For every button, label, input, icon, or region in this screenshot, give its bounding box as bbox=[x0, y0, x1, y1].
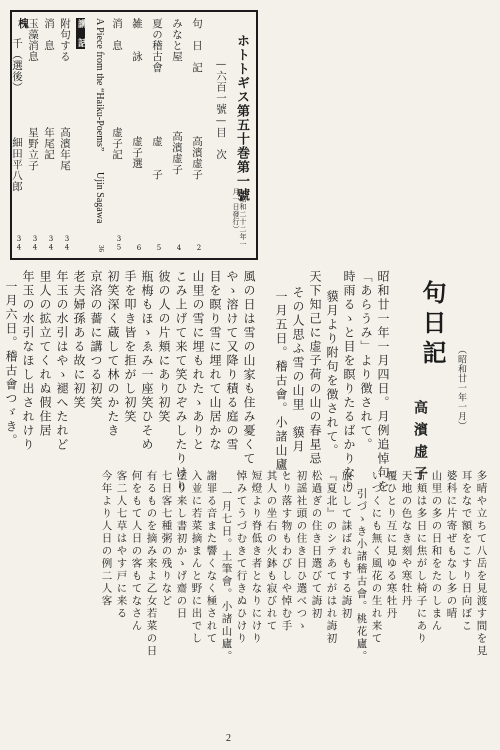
prose-line: 入並に若菜摘まんと野に出でし bbox=[190, 470, 203, 645]
prose-line: とり落す物もわびしや悼む手 bbox=[280, 470, 293, 633]
toc-entry[interactable]: 附句する 高濱年尾 34 bbox=[59, 18, 71, 252]
prose-line: 有るものを摘み来よ乙女若菜の日 bbox=[145, 470, 158, 658]
prose-line: 瓶梅もほゝゑみ一座笑ひそめ bbox=[140, 270, 154, 452]
toc-entry[interactable]: 夏の稽古會 虚 子 5 bbox=[151, 18, 163, 252]
prose-line: 初謡社頭の住き日ひ選べつゝ bbox=[295, 470, 308, 633]
section-marker-2: 槐 bbox=[17, 18, 29, 29]
prose-line: 彼の人の片頬にあり初笑 bbox=[157, 270, 171, 424]
prose-line: 天下知己に虚子荷の山の春星忌 bbox=[308, 270, 322, 466]
article-title: 句日記 bbox=[418, 280, 447, 370]
prose-line: 客二人七草はやす戸に来る bbox=[115, 470, 128, 620]
table-of-contents bbox=[10, 10, 258, 260]
toc-entry[interactable]: 消 息 年尾記 34 bbox=[43, 18, 55, 252]
prose-line: 老夫婦孫ある故に初笑 bbox=[72, 270, 86, 410]
prose-line: 謝罪る音また響くなく極されて bbox=[205, 470, 218, 645]
toc-entry[interactable]: 玉藻消息 星野立子 34 bbox=[27, 18, 39, 252]
prose-line: 一月五日。稽古會。小諸山廬。 bbox=[274, 290, 288, 486]
prose-line: 引づゝき小諸稽古會。桃花廬。 bbox=[355, 488, 368, 663]
toc-entry-english[interactable]: A Piece from the “Haiku-Poems” Ujin Sagawa 36 bbox=[94, 18, 105, 252]
prose-line: 年玉の水引はやゝ褪へたれど bbox=[55, 270, 69, 452]
prose-line: 悼みてうづむきて行きぬひけり bbox=[235, 470, 248, 645]
toc-entry[interactable]: 句 日 記 高濱虚子 2 bbox=[191, 18, 203, 252]
prose-line: こみ上げて来て笑ひぞみしたりけり bbox=[174, 270, 188, 494]
prose-line: 婆科に片寄ぜもなし多の晴 bbox=[445, 470, 458, 620]
toc-entry[interactable]: 雑 詠 虚子選 6 bbox=[131, 18, 143, 252]
prose-line: 旅にして誄ばれもする誨初 bbox=[340, 470, 353, 620]
prose-line: 何をもて人日の客もてなさん bbox=[130, 470, 143, 633]
prose-line: 里人の拡立てくれぬ假住居 bbox=[38, 270, 52, 438]
prose-line: その人思ふ雪の山里 貘月 bbox=[291, 286, 305, 454]
prose-line: 短燈より脊低き者となりにけり bbox=[250, 470, 263, 645]
prose-line: 初笑深く蔵して林のかたき bbox=[106, 270, 120, 438]
prose-line: 京洛の薔に講つる初笑 bbox=[89, 270, 103, 410]
prose-line: 年玉の水引なほし出されけり bbox=[21, 270, 35, 452]
toc-entry[interactable]: みなと屋 高濱虚子 4 bbox=[171, 18, 183, 252]
prose-line: 山里の多の日和をたのしまん bbox=[430, 470, 443, 633]
prose-line: 覆ひとり互に見ゆる寒牡丹 bbox=[385, 470, 398, 620]
prose-line: いづくにも無く風花の生れ来て bbox=[370, 470, 383, 645]
prose-line: 一月六日。稽古會つゞき。 bbox=[4, 280, 18, 448]
magazine-title: ホトトギス第五十巻第一號 bbox=[234, 34, 249, 202]
prose-line: 其人の坐右の火鉢も寂びれて bbox=[265, 470, 278, 633]
prose-line: 天地の色なき刻や寒牡丹 bbox=[400, 470, 413, 608]
article-author: 高濱虚子 bbox=[412, 400, 428, 488]
toc-entry[interactable]: 千（選後） 細田平八郎 34 bbox=[11, 38, 23, 252]
prose-line: 目を瞑り雪に埋れて山居かな bbox=[208, 270, 222, 452]
prose-line: 山里の雪に埋もれたゝありと bbox=[191, 270, 205, 452]
prose-line: 貘月より附句を徴されて。 bbox=[325, 290, 339, 458]
prose-line: 時雨るゝと目を瞑りたるばかりなり bbox=[342, 270, 356, 494]
prose-line: 『夏北』のシテあてがはれ誨初 bbox=[325, 470, 338, 645]
prose-line: 「あらうみ」より徴されて。 bbox=[359, 270, 373, 452]
article-title-note: （昭和廿一年一月） bbox=[456, 345, 466, 431]
page-number: 2 bbox=[226, 733, 231, 744]
prose-line: 塗り来し書初かゝげ齋の日 bbox=[175, 470, 188, 620]
prose-line: 松過ぎの住き日選びて誨初 bbox=[310, 470, 323, 620]
prose-line: 多晴や立ちて八岳を見渡す間を見 bbox=[475, 470, 488, 658]
toc-entry[interactable]: 消 息 虚子記 35 bbox=[111, 18, 123, 252]
prose-line: 昭和廿一年一月四日。月例追悼句を bbox=[376, 270, 390, 494]
prose-line: 一月七日。土筆會。小諸山廬。 bbox=[220, 488, 233, 663]
issue-note: （昭和二十二年一月一日發行） bbox=[232, 188, 247, 248]
section-marker: 講 話 bbox=[76, 19, 86, 48]
prose-line: 耳をなで額をこすり日向ぼこ bbox=[460, 470, 473, 633]
prose-line: 風の日は雪の山家も住み憂くて bbox=[242, 270, 256, 466]
prose-line: 七日客七種粥の残りなど bbox=[160, 470, 173, 608]
issue-number: —六百一號—目 次 bbox=[215, 58, 227, 160]
prose-line: 今年より人日の例二人客 bbox=[100, 470, 113, 608]
prose-line: やゝ溶けて又降り積る庭の雪 bbox=[225, 270, 239, 452]
prose-line: 片頬は多日に焦がし椅子にあり bbox=[415, 470, 428, 645]
prose-line: 手を叩き皆を拒がし初笑 bbox=[123, 270, 137, 424]
